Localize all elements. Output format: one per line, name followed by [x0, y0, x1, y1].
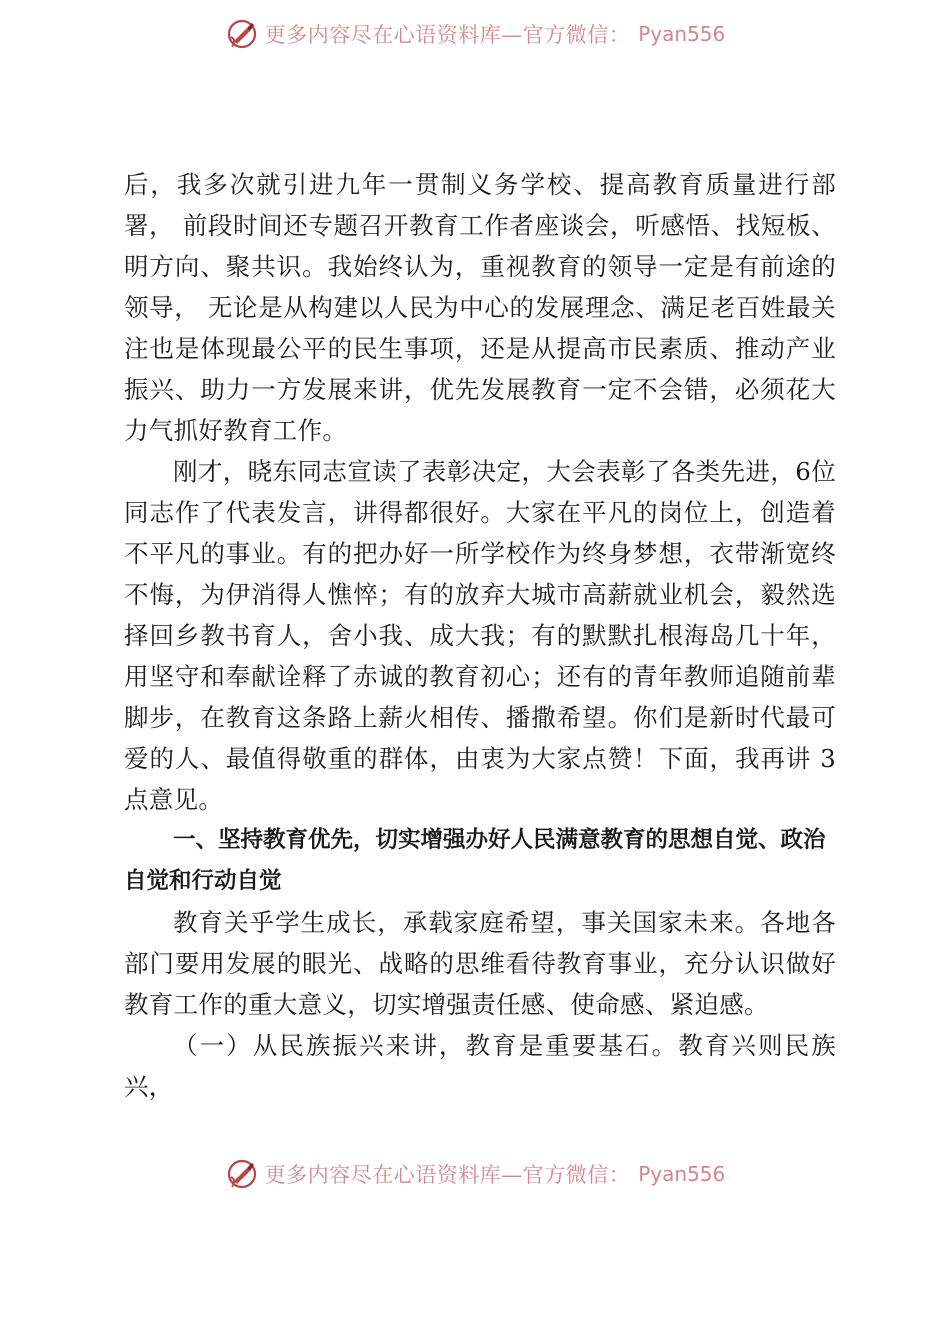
banner-text: 更多内容尽在心语资料库—官方微信：: [264, 1163, 631, 1187]
footer-banner: [0, 1154, 950, 1194]
paragraph-4: （一）从民族振兴来讲，教育是重要基石。教育兴则民族兴，: [124, 1031, 836, 1101]
banner-content: [225, 1157, 726, 1191]
paragraph-1: 后，我多次就引进九年一贯制义务学校、提高教育质量进行部署， 前段时间还专题召开教育工作者座谈会，听感悟、找短板、明方向、聚共识。我始终认为，重视教育的领导一定是有前途的领导， 无论是从构建以人民为中心的发展理念、满足老百姓最关注也是体现最公平的民生事项，还是从提高市民素质、推动产业振兴、助力一方发展来讲，优先发展教育一定不会错，必须花大力气抓好教育工作。: [124, 170, 836, 445]
paragraph-3: 教育关乎学生成长，承载家庭希望，事关国家未来。各地各部门要用发展的眼光、战略的思维看待教育事业，充分认识做好 教育工作的重大意义，切实增强责任感、使命感、紧迫感。: [124, 908, 836, 1019]
logo-icon: [225, 17, 259, 51]
document-body: [124, 164, 836, 1107]
banner-text: 更多内容尽在心语资料库—官方微信：: [264, 23, 631, 47]
banner-wechat-id: Pyan556: [638, 1162, 726, 1186]
banner-wechat-id: Pyan556: [638, 22, 726, 46]
header-banner: [0, 14, 950, 54]
paragraph-2: 刚才，晓东同志宣读了表彰决定，大会表彰了各类先进，6位同志作了代表发言，讲得都很好。大家在平凡的岗位上，创造着不平凡的事业。有的把办好一所学校作为终身梦想，衣带渐宽终不悔，为伊消得人憔悴；有的放弃大城市高薪就业机会，毅然选择回乡教书育人，舍小我、成大我；有的默默扎根海岛几十年， 用坚守和奉献诠释了赤诚的教育初心；还有的青年教师追随前辈脚步，在教育这条路上薪火相传、播撒希望。你们是新时代最可爱的人、最值得敬重的群体，由衷为大家点赞！下面，我再讲 3 点意见。: [124, 457, 836, 814]
section-heading-1: 一、坚持教育优先，切实增强办好人民满意教育的思想自觉、政治自觉和行动自觉: [124, 827, 826, 894]
logo-icon: [225, 1157, 259, 1191]
banner-content: [225, 17, 726, 51]
